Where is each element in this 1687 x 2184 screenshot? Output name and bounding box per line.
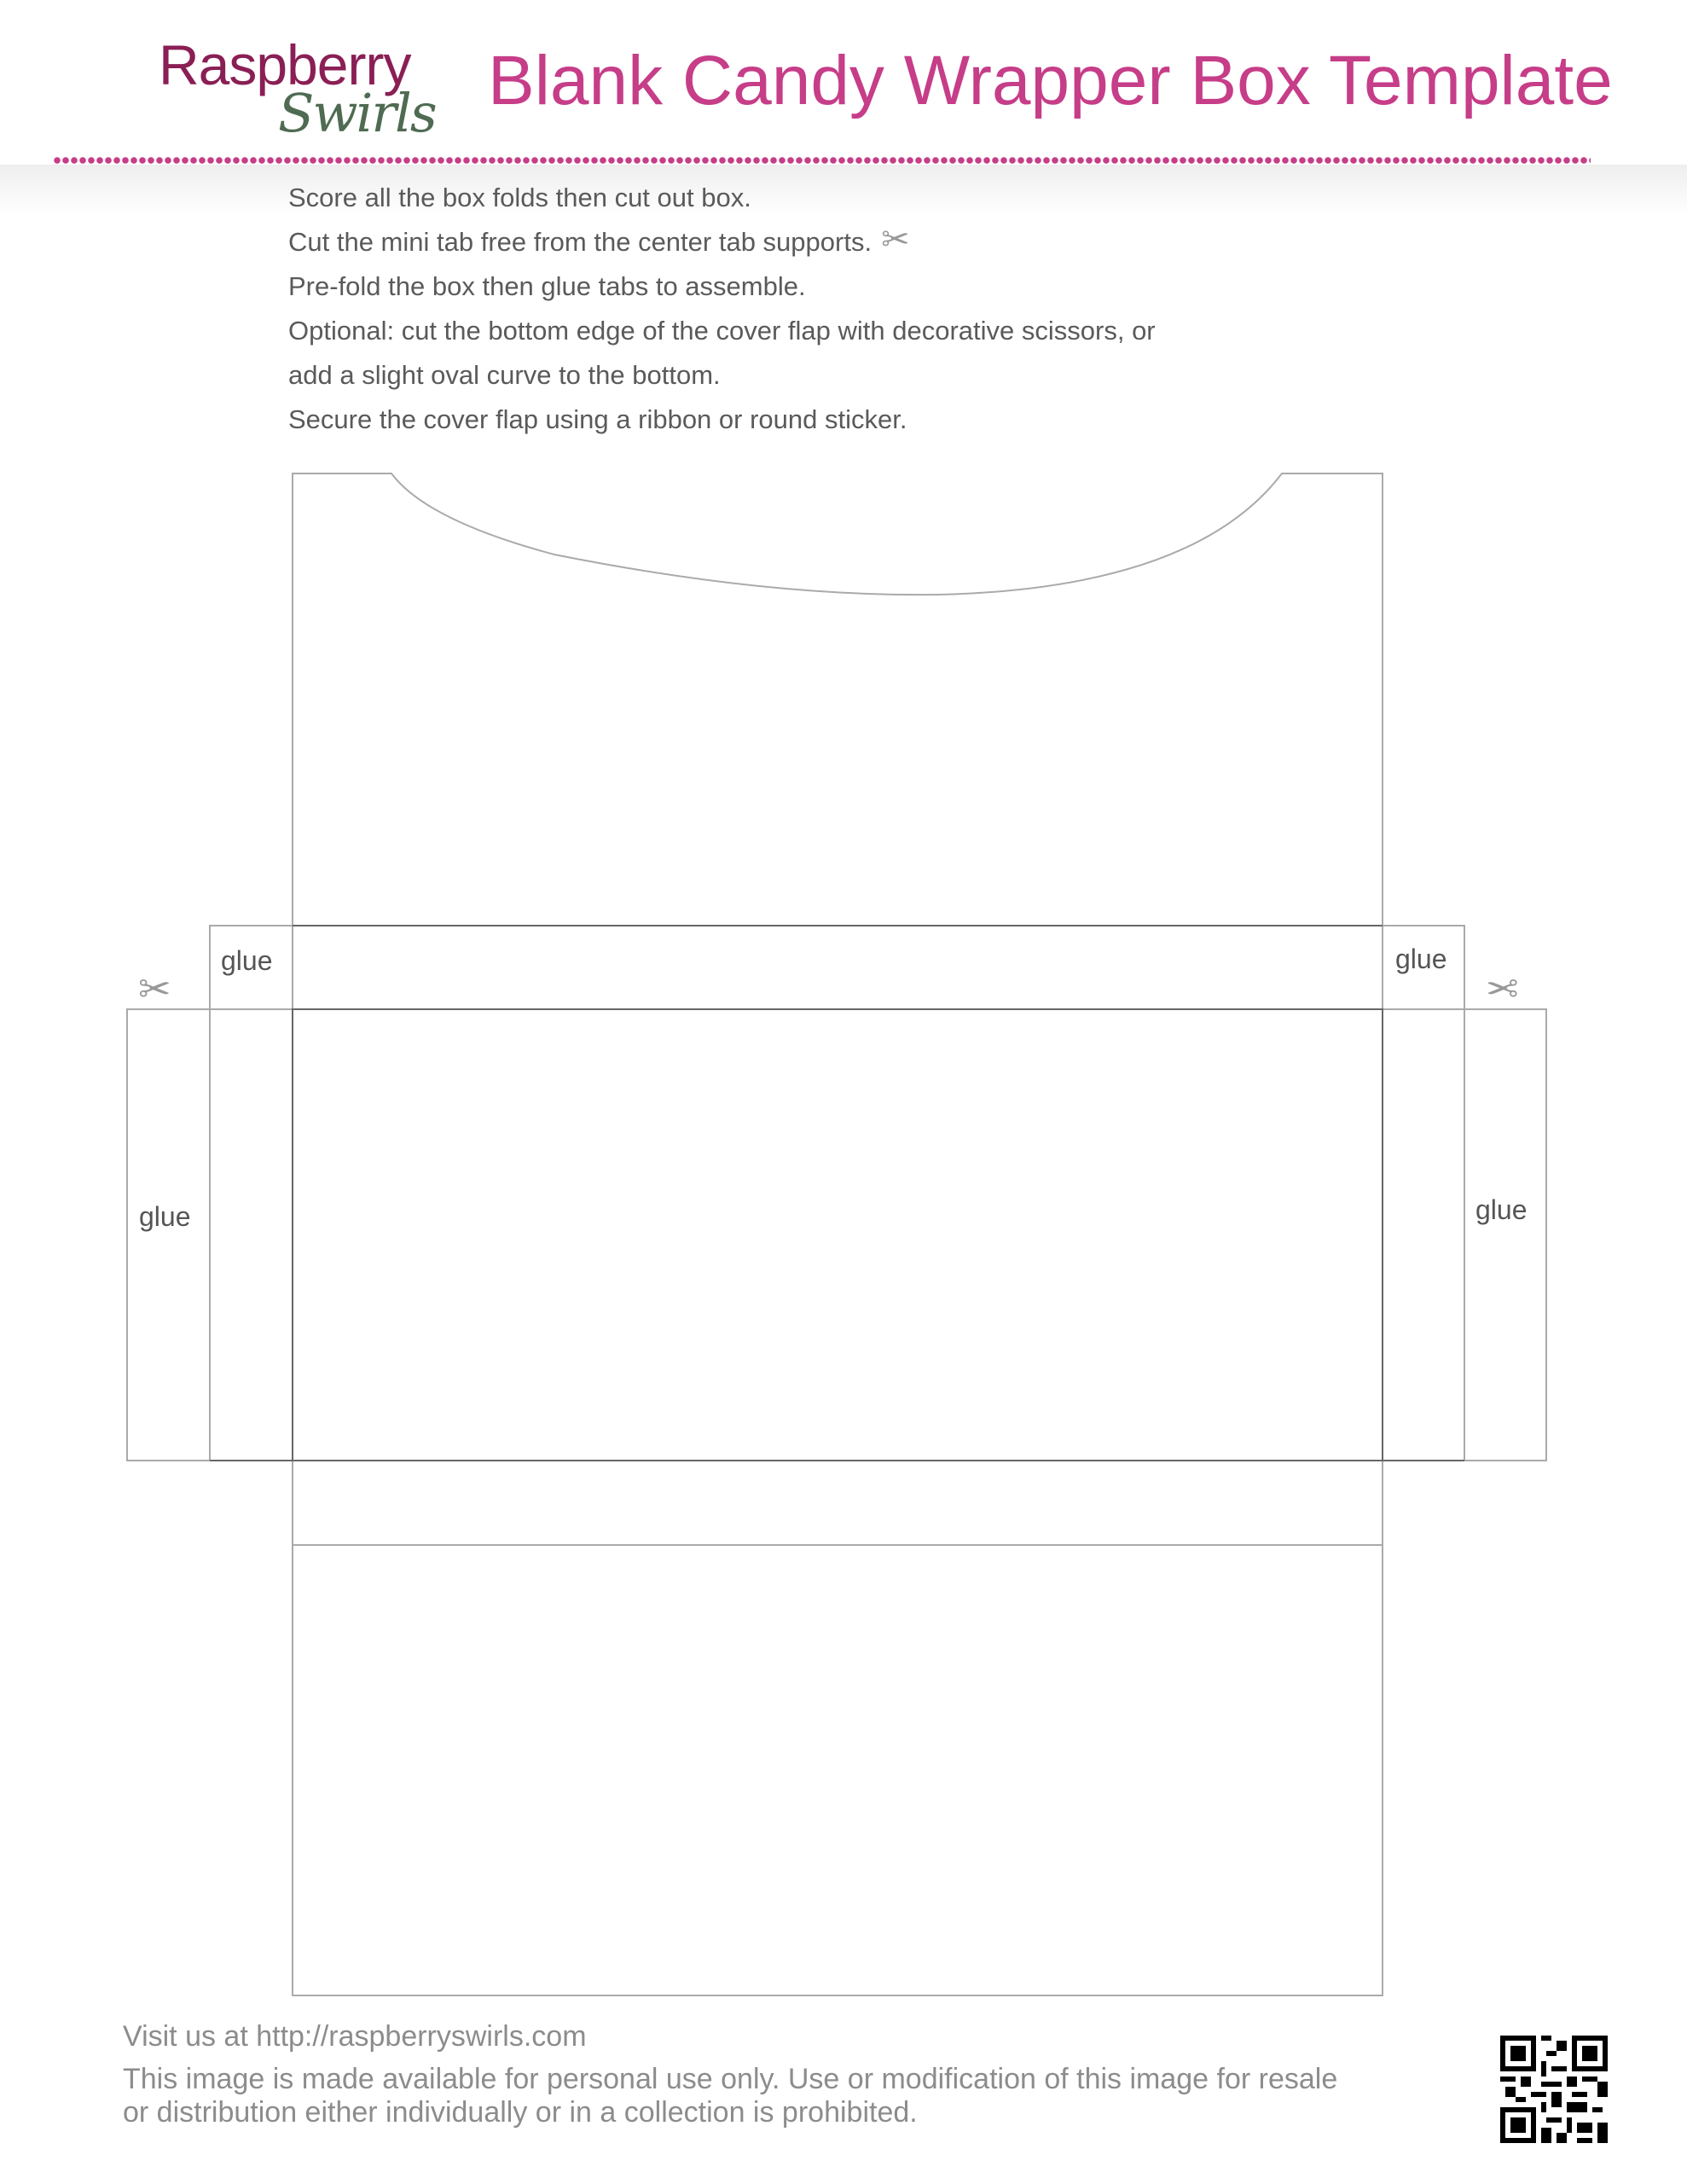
instruction-1: Score all the box folds then cut out box. (288, 183, 751, 212)
glue-label-right: glue (1475, 1194, 1528, 1225)
footer-notice-2: or distribution either individually or in a collection is prohibited. (123, 2096, 918, 2129)
scissors-icon: ✂ (138, 967, 171, 1011)
bottom-panel (293, 1545, 1383, 1995)
top-glue-band (210, 926, 1464, 1009)
front-panel (293, 1009, 1383, 1461)
qr-code-icon (1500, 2036, 1608, 2143)
instruction-3: Pre-fold the box then glue tabs to assemble. (288, 271, 806, 301)
instruction-5: add a slight oval curve to the bottom. (288, 360, 721, 390)
instruction-6: Secure the cover flap using a ribbon or round sticker. (288, 404, 907, 434)
glue-label-top-left: glue (221, 945, 273, 976)
logo-swirls: Swirls (278, 82, 436, 144)
scissors-icon: ✂ (872, 221, 910, 258)
instruction-2: Cut the mini tab free from the center tab supports. ✂ (288, 221, 910, 258)
instruction-4: Optional: cut the bottom edge of the cover flap with decorative scissors, or (288, 316, 1156, 346)
right-outer-tab (1464, 1009, 1546, 1461)
scissors-icon: ✂ (1486, 967, 1519, 1011)
glue-label-top-right: glue (1395, 944, 1447, 974)
footer-notice-1: This image is made available for personal use only. Use or modification of this image for resale (123, 2063, 1338, 2095)
glue-label-left: glue (139, 1201, 191, 1232)
page-title: Blank Candy Wrapper Box Template (488, 42, 1613, 119)
logo-raspberry: Raspberry (159, 33, 411, 96)
cover-flap-outline (293, 473, 1383, 926)
footer-visit: Visit us at http://raspberryswirls.com (123, 2020, 587, 2053)
left-outer-tab (127, 1009, 210, 1461)
